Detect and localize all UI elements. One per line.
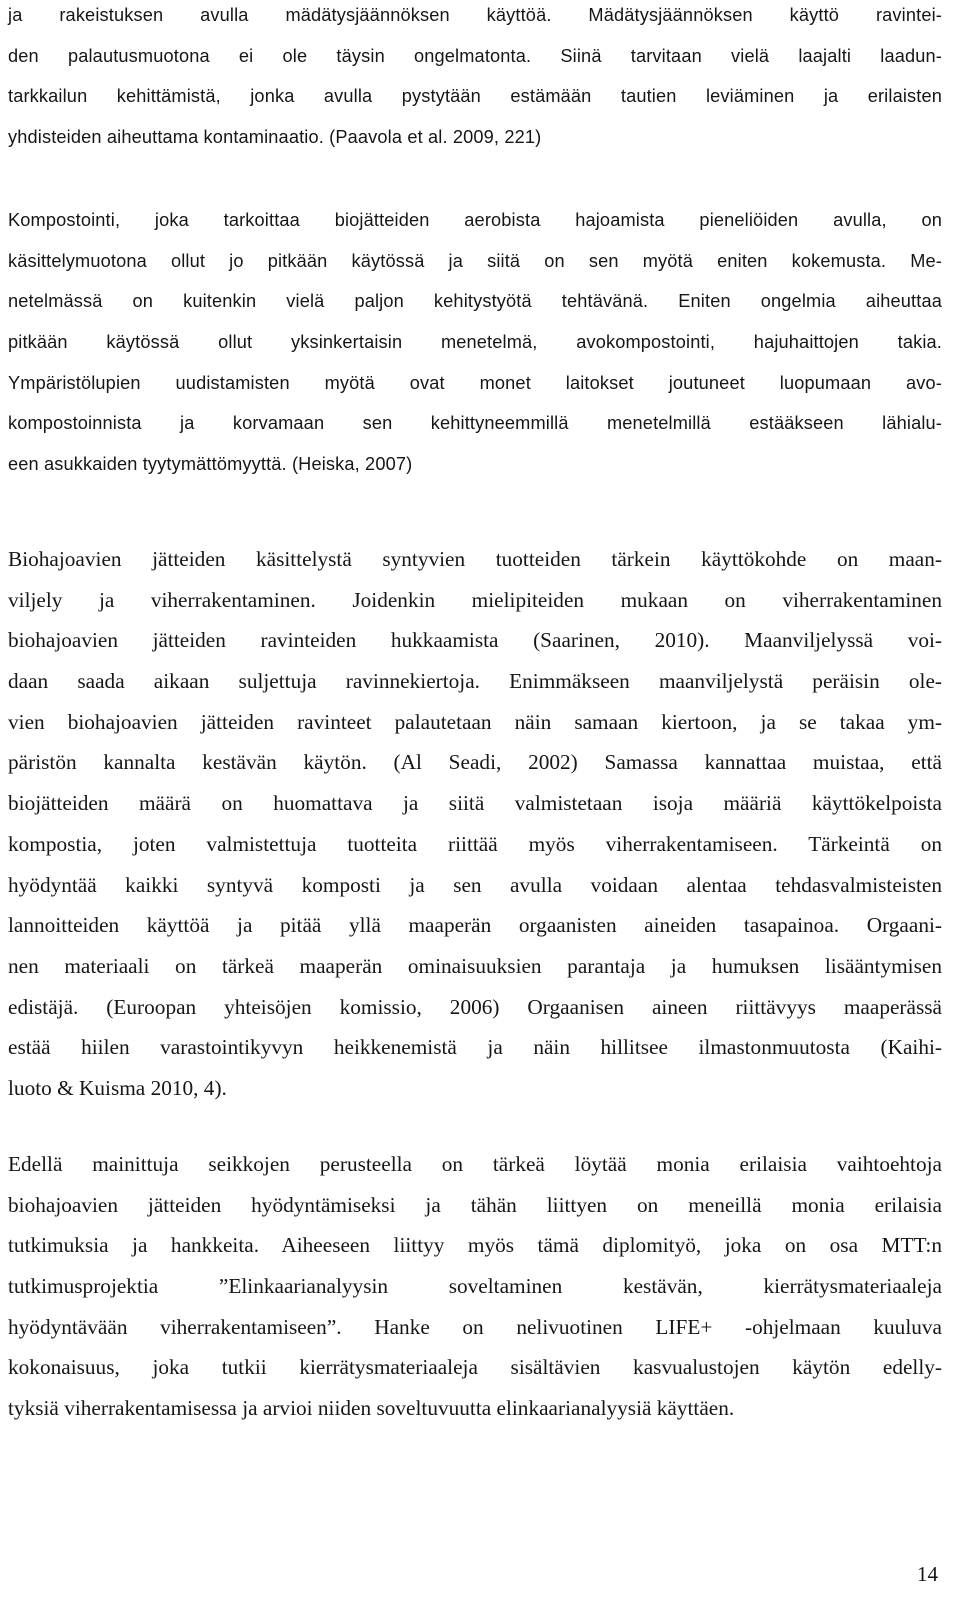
text-line: biohajoavien jätteiden hyödyntämiseksi ja tähän liittyen on meneillä monia erilaisia	[8, 1192, 942, 1217]
paragraph-2	[8, 200, 942, 485]
text-line: den palautusmuotona ei ole täysin ongelmatonta. Siinä tarvitaan vielä laajalti laadun-	[8, 45, 942, 66]
text-line: tutkimusprojektia ”Elinkaarianalyysin soveltaminen kestävän, kierrätysmateriaaleja	[8, 1274, 942, 1299]
text-line: Kompostointi, joka tarkoittaa biojätteiden aerobista hajoamista pieneliöiden avulla, on	[8, 210, 942, 230]
text-line: vien biohajoavien jätteiden ravinteet palautetaan näin samaan kiertoon, ja se takaa ym-	[8, 709, 942, 734]
text-line: hyödyntävään viherrakentamiseen”. Hanke on nelivuotinen LIFE+ -ohjelmaan kuuluva	[8, 1314, 942, 1339]
paragraph-4	[8, 1144, 942, 1429]
text-line: käsittelymuotona ollut jo pitkään käytössä ja siitä on sen myötä eniten kokemusta. Me-	[8, 250, 942, 271]
paragraph-1	[8, 0, 942, 158]
text-line: hyödyntää kaikki syntyvä komposti ja sen avulla voidaan alentaa tehdasvalmisteisten	[8, 872, 942, 897]
text-line: ja rakeistuksen avulla mädätysjäännöksen käyttöä. Mädätysjäännöksen käyttö ravintei-	[8, 5, 942, 25]
text-line: tutkimuksia ja hankkeita. Aiheeseen liittyy myös tämä diplomityö, joka on osa MTT:n	[8, 1233, 942, 1258]
text-line: yhdisteiden aiheuttama kontaminaatio. (Paavola et al. 2009, 221)	[8, 127, 542, 148]
text-line: tarkkailun kehittämistä, jonka avulla pystytään estämään tautien leviäminen ja erilaisten	[8, 86, 942, 107]
page-number: 14	[917, 1562, 938, 1586]
text-line: kompostoinnista ja korvamaan sen kehittyneemmillä menetelmillä estääkseen lähialu-	[8, 413, 942, 434]
text-line: Edellä mainittuja seikkojen perusteella on tärkeä löytää monia erilaisia vaihtoehtoja	[8, 1152, 942, 1176]
text-line: pitkään käytössä ollut yksinkertaisin menetelmä, avokompostointi, hajuhaittojen takia.	[8, 332, 942, 353]
text-line: biojätteiden määrä on huomattava ja siitä valmistetaan isoja määriä käyttökelpoista	[8, 791, 942, 816]
text-line: Biohajoavien jätteiden käsittelystä syntyvien tuotteiden tärkein käyttökohde on maan-	[8, 547, 942, 571]
text-line: kompostia, joten valmistettuja tuotteita riittää myös viherrakentamiseen. Tärkeintä on	[8, 831, 942, 856]
text-line: kokonaisuus, joka tutkii kierrätysmateriaaleja sisältävien kasvualustojen käytön edelly-	[8, 1355, 942, 1380]
text-line: Ympäristölupien uudistamisten myötä ovat monet laitokset joutuneet luopumaan avo-	[8, 372, 942, 393]
text-line: estää hiilen varastointikyvyn heikkenemistä ja näin hillitsee ilmastonmuutosta (Kaihi-	[8, 1035, 942, 1060]
text-line: lannoitteiden käyttöä ja pitää yllä maaperän orgaanisten aineiden tasapainoa. Orgaani-	[8, 913, 942, 938]
text-line: viljely ja viherrakentaminen. Joidenkin mielipiteiden mukaan on viherrakentaminen	[8, 587, 942, 612]
text-line: nen materiaali on tärkeä maaperän ominaisuuksien parantaja ja humuksen lisääntymisen	[8, 953, 942, 978]
text-line: edistäjä. (Euroopan yhteisöjen komissio, 2006) Orgaanisen aineen riittävyys maaperässä	[8, 994, 942, 1019]
text-line: daan saada aikaan suljettuja ravinnekiertoja. Enimmäkseen maanviljelystä peräisin ole-	[8, 669, 942, 694]
text-line: biohajoavien jätteiden ravinteiden hukkaamista (Saarinen, 2010). Maanviljelyssä voi-	[8, 628, 942, 653]
paragraph-3	[8, 539, 942, 1109]
text-line: luoto & Kuisma 2010, 4).	[8, 1075, 227, 1100]
text-line: tyksiä viherrakentamisessa ja arvioi niiden soveltuvuutta elinkaarianalyysiä käyttäen.	[8, 1396, 735, 1421]
text-line: een asukkaiden tyytymättömyyttä. (Heiska, 2007)	[8, 454, 413, 475]
text-line: päristön kannalta kestävän käytön. (Al Seadi, 2002) Samassa kannattaa muistaa, että	[8, 750, 942, 775]
text-line: netelmässä on kuitenkin vielä paljon kehitystyötä tehtävänä. Eniten ongelmia aiheuttaa	[8, 291, 942, 312]
